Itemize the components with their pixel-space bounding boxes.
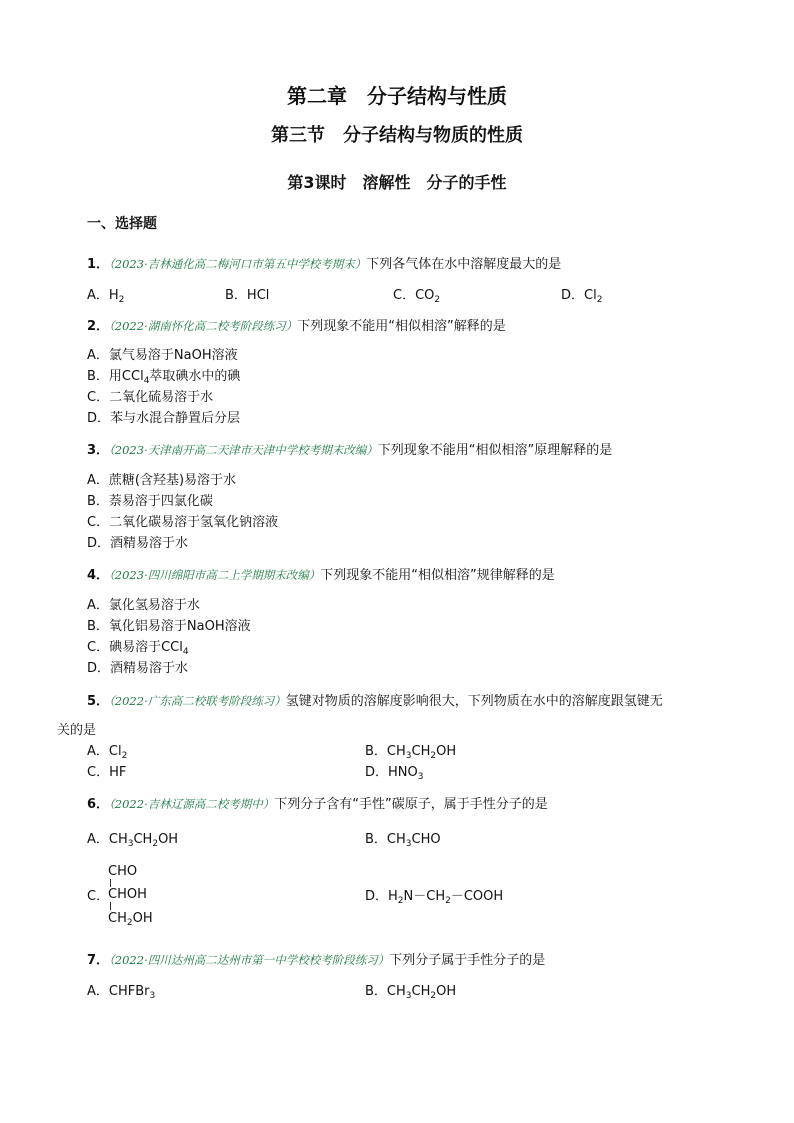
option-c: C．$CO_2$ <box>393 288 441 305</box>
question-1 <box>87 255 561 274</box>
option-d: D．苯与水混合静置后分层 <box>87 411 241 426</box>
question-5: 5．（2022·广东高二校联考阶段练习）氢键对物质的溶解度影响很大，下列物质在水中的溶解度跟氢键无 <box>87 694 663 709</box>
option-a: A．CHFBr$_3$ <box>87 984 156 1001</box>
question-source: （2022·四川达州高二达州市第一中学校校考阶段练习） <box>109 953 390 967</box>
option-b: B．氧化铝易溶于NaOH溶液 <box>87 619 251 634</box>
question-stem: 下列各气体在水中溶解度最大的是 <box>366 257 562 272</box>
option-c: C．二氧化碳易溶于氢氧化钠溶液 <box>87 515 279 530</box>
question-source: （2022·广东高二校联考阶段练习） <box>109 694 286 708</box>
question-number: 1． <box>87 257 110 272</box>
question-3: 3．（2023·天津南开高二天津市天津中学校考期末改编）下列现象不能用“相似相溶”原理解释的是 <box>87 443 613 458</box>
section-heading: 一、选择题 <box>87 216 157 232</box>
option-b: B．$CH_3CHO$ <box>365 832 441 849</box>
option-a: A．$Cl_2$ <box>87 744 128 761</box>
option-a: A．氯化氢易溶于水 <box>87 598 200 613</box>
option-b: B．用CCl$_4$萃取碘水中的碘 <box>87 369 241 386</box>
option-d: D．$HNO_3$ <box>365 765 424 782</box>
question-7: 7．（2022·四川达州高二达州市第一中学校校考阶段练习）下列分子属于手性分子的是 <box>87 953 546 968</box>
option-c: C．碘易溶于CCl$_4$ <box>87 640 189 657</box>
option-b: B．HCl <box>225 288 270 303</box>
option-d: D．酒精易溶于水 <box>87 661 189 676</box>
structure-top: CHO <box>108 864 138 879</box>
option-c-label: C． <box>87 889 110 904</box>
question-5-continued: 关的是 <box>57 723 97 738</box>
option-b: B．萘易溶于四氯化碳 <box>87 494 213 509</box>
question-source: （2022·湖南怀化高二校考阶段练习） <box>109 319 298 333</box>
question-source: （2023·吉林通化高二梅河口市第五中学校考期末） <box>109 257 367 271</box>
question-6: 6．（2022·吉林辽源高二校考期中）下列分子含有“手性”碳原子，属于手性分子的是 <box>87 797 548 812</box>
option-d: D．酒精易溶于水 <box>87 536 189 551</box>
option-a: A．$H_2$ <box>87 288 125 305</box>
option-a: A．蔗糖(含羟基)易溶于水 <box>87 473 237 488</box>
option-c: C．二氧化硫易溶于水 <box>87 390 214 405</box>
bond-line <box>110 902 111 910</box>
option-b: B．$CH_3CH_2OH$ <box>365 984 457 1001</box>
option-d: D．$H_2N-CH_2-COOH$ <box>365 889 504 906</box>
question-2: 2．（2022·湖南怀化高二校考阶段练习）下列现象不能用“相似相溶”解释的是 <box>87 319 506 334</box>
option-c: C．HF <box>87 765 127 780</box>
question-source: （2023·天津南开高二天津市天津中学校考期末改编） <box>109 443 378 457</box>
question-4: 4．（2023·四川绵阳市高二上学期期末改编）下列现象不能用“相似相溶”规律解释的是 <box>87 568 555 583</box>
question-source: （2022·吉林辽源高二校考期中） <box>109 797 275 811</box>
section-title: 第三节 分子结构与物质的性质 <box>271 125 523 146</box>
structure-bottom: $CH_2OH$ <box>108 911 153 928</box>
option-b: B．$CH_3CH_2OH$ <box>365 744 457 761</box>
structure-middle: CHOH <box>108 887 147 902</box>
lesson-title: 第3课时 溶解性 分子的手性 <box>287 173 507 192</box>
question-source: （2023·四川绵阳市高二上学期期末改编） <box>109 568 321 582</box>
option-a: A．$CH_3CH_2OH$ <box>87 832 179 849</box>
option-d: D．$Cl_2$ <box>561 288 603 305</box>
chapter-title: 第二章 分子结构与性质 <box>287 84 507 108</box>
option-a: A．氯气易溶于NaOH溶液 <box>87 348 238 363</box>
